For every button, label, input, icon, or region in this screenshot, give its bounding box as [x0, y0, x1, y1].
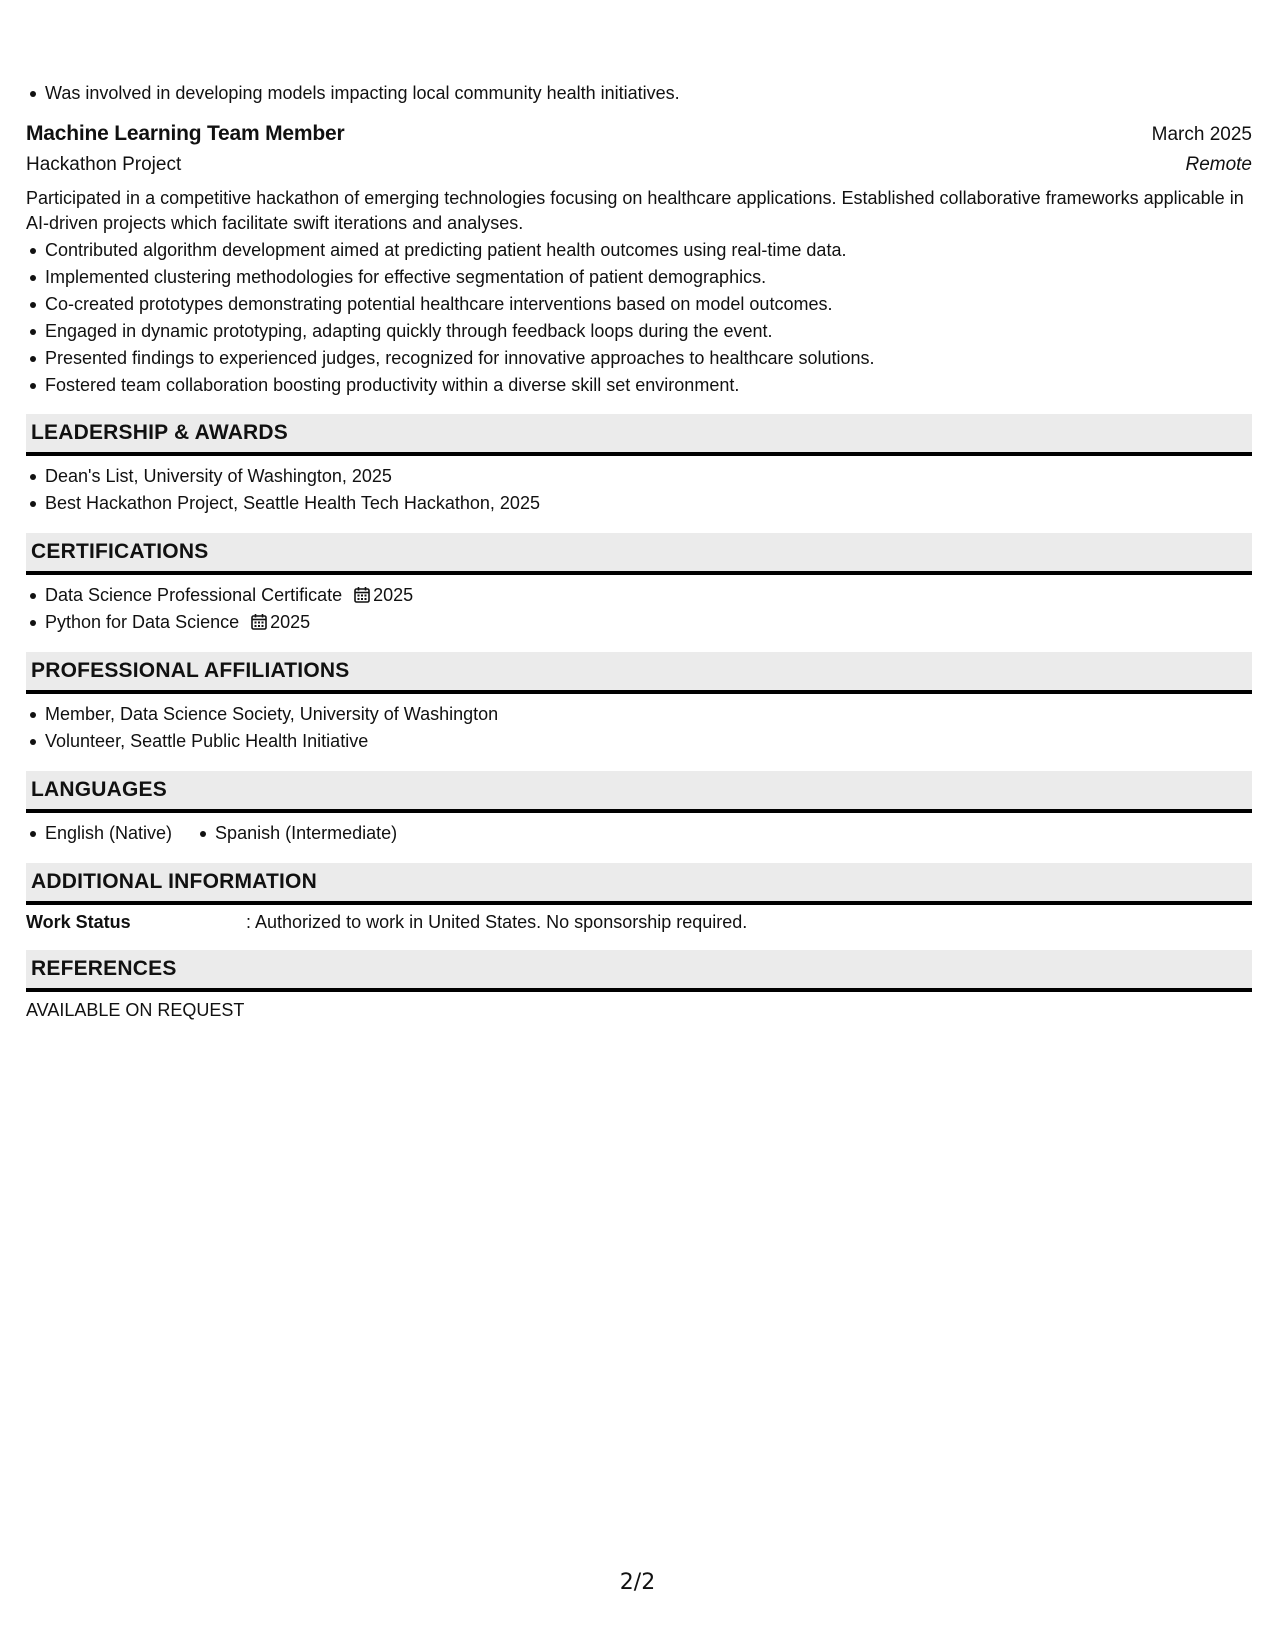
list-item	[45, 609, 1252, 636]
list-item: Was involved in developing models impacting local community health initiatives.	[45, 80, 1252, 107]
job-organization: Hackathon Project	[26, 154, 182, 175]
references-section	[26, 950, 1252, 1024]
section-heading: REFERENCES	[26, 950, 1252, 992]
languages-list	[26, 820, 1252, 847]
section-heading: PROFESSIONAL AFFILIATIONS	[26, 652, 1252, 694]
certifications-section	[26, 533, 1252, 636]
work-status-label: Work Status	[26, 912, 131, 932]
job-summary: Participated in a competitive hackathon of emerging technologies focusing on healthcare applications. Established collaborative frameworks applicable in AI-driven projects which facilitate swift iterations and analyses.	[26, 188, 1244, 233]
section-heading: LEADERSHIP & AWARDS	[26, 414, 1252, 456]
job-bullet-list	[26, 237, 1252, 399]
certifications-list	[26, 582, 1252, 636]
job-location: Remote	[1185, 154, 1252, 175]
leadership-section	[26, 414, 1252, 517]
languages-section	[26, 771, 1252, 847]
affiliations-section	[26, 652, 1252, 755]
list-item: Dean's List, University of Washington, 2025	[45, 463, 1252, 490]
list-item: Contributed algorithm development aimed at predicting patient health outcomes using real-time data.	[45, 237, 1252, 264]
calendar-icon	[251, 613, 267, 630]
list-item: Member, Data Science Society, University of Washington	[45, 701, 1252, 728]
list-item: Presented findings to experienced judges, recognized for innovative approaches to healthcare solutions.	[45, 345, 1252, 372]
references-text: AVAILABLE ON REQUEST	[26, 1000, 245, 1020]
section-heading: LANGUAGES	[26, 771, 1252, 813]
certification-year: 2025	[373, 585, 414, 605]
certification-year: 2025	[270, 612, 311, 632]
job-title: Machine Learning Team Member	[26, 122, 345, 145]
list-item: Volunteer, Seattle Public Health Initiative	[45, 728, 1252, 755]
list-item: Co-created prototypes demonstrating potential healthcare interventions based on model outcomes.	[45, 291, 1252, 318]
page-number: 2/2	[619, 1570, 656, 1595]
experience-continued-list	[26, 80, 1252, 107]
section-heading: CERTIFICATIONS	[26, 533, 1252, 575]
list-item: Fostered team collaboration boosting productivity within a diverse skill set environment.	[45, 372, 1252, 399]
list-item: English (Native)	[45, 820, 172, 847]
list-item: Implemented clustering methodologies for effective segmentation of patient demographics.	[45, 264, 1252, 291]
leadership-list	[26, 463, 1252, 517]
job-date: March 2025	[1151, 124, 1252, 145]
certification-name: Data Science Professional Certificate	[45, 585, 343, 605]
work-status-value: : Authorized to work in United States. No sponsorship required.	[246, 912, 748, 932]
list-item: Spanish (Intermediate)	[215, 820, 397, 847]
affiliations-list	[26, 701, 1252, 755]
calendar-icon	[354, 586, 370, 603]
list-item: Best Hackathon Project, Seattle Health Tech Hackathon, 2025	[45, 490, 1252, 517]
additional-info-section	[26, 863, 1252, 936]
list-item: Engaged in dynamic prototyping, adapting quickly through feedback loops during the event.	[45, 318, 1252, 345]
list-item	[45, 582, 1252, 609]
work-status-row	[26, 909, 1252, 936]
resume-page	[26, 80, 1252, 1024]
job-entry	[26, 119, 1252, 399]
section-heading: ADDITIONAL INFORMATION	[26, 863, 1252, 905]
certification-name: Python for Data Science	[45, 612, 240, 632]
